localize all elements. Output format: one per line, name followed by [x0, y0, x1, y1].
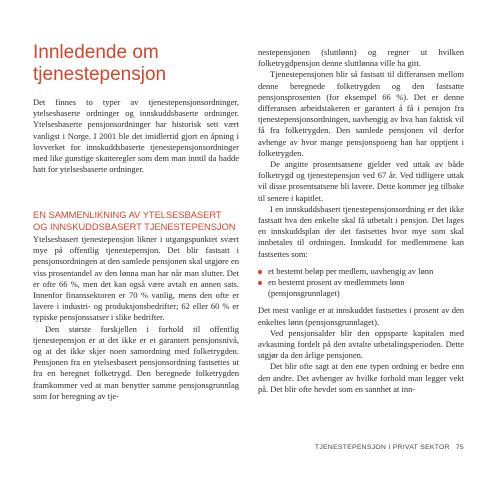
page-footer	[258, 442, 464, 453]
right-paragraph-2: Tjenestepensjonen blir så fastsatt til differansen mellom denne beregnede folketrygden og den fastsatte pensjonsprosenten (for eksempel 66 %). Det er denne differansen arbeidstakeren er garantert å få i pensjon fra tjenestepensjonsordningen, uavhengig av hva han faktisk vil få fra folketrygden. Den samlede pensjonen vil derfor avhenge av hvor mange pensjonspoeng han har opptjent i folketrygden.	[258, 69, 464, 158]
bullet-item	[258, 277, 464, 299]
page-title-line-2: tjenestepensjon	[33, 64, 167, 85]
right-paragraph-6: Ved pensjonsalder blir den oppsparte kapitalen med avkastning fordelt på den avtalte utbetalingsperioden. Dette utgjør da den årlige pensjonen.	[258, 327, 464, 361]
right-column	[258, 47, 464, 395]
section-heading	[33, 210, 243, 233]
right-paragraph-5: Det mest vanlige er at innskuddet fastsettes i prosent av den enkeltes lønn (pensjonsgrunnlaget).	[258, 305, 464, 327]
page-title-line-1: Innledende om	[33, 42, 159, 63]
intro-paragraph: Det finnes to typer av tjenestepensjonsordninger, ytelsesbaserte ordninger og innskuddsbaserte ordninger. Ytelsesbaserte pensjonsordninger har historisk sett vært vanligst i Norge. I 2001 ble det imidlertid gjort en åpning i lovverket for innskuddsbaserte tjenestepensjonsordninger med like gunstige skatteregler som dem man inntil da hadde hatt for ytelsesbaserte ordninger.	[33, 97, 239, 175]
comparison-paragraph-1: Ytelsesbasert tjenestepensjon likner i utgangspunktet svært mye på offentlig tjenestepensjon. Det blir fastsatt i pensjonsordningen at den samlede pensjonen skal utgjøre en viss prosentandel av den lønna man har når man slutter. Det er ofte 66 %, men det kan også være avtalt en annen sats. Innenfor finanssektoren er 70 % vanlig, mens den ofte er lavere i industri- og produksjonsbedrifter; 62 eller 60 % er typiske pensjonssatser i slike bedrifter.	[33, 234, 239, 323]
intro-section	[33, 97, 239, 175]
page-title	[33, 42, 243, 86]
bullet-dot-icon	[258, 281, 262, 285]
bullet-text: en bestemt prosent av medlemmets lønn (pensjonsgrunnlaget)	[268, 277, 405, 299]
section-heading-line-1: EN SAMMENLIKNING AV YTELSESBASERT	[33, 210, 222, 220]
section-heading-line-2: OG INNSKUDDSBASERT TJENESTEPENSJON	[33, 221, 236, 232]
comparison-paragraph-2: Den største forskjellen i forhold til offentlig tjenestepensjon er at det ikke er et garantert pensjonsnivå, og at det ikke skjer noen samordning med folketrygden. Pensjonen fra en ytelsesbasert pensjonsordning fastsettes ut fra en beregnet folketrygd. Den beregnede folketrygden framkommer ved at man benytter samme pensjonsgrunnlag som for beregning av tje-	[33, 323, 239, 401]
comparison-section-body	[33, 234, 239, 402]
right-paragraph-4: I en innskuddsbasert tjenestepensjonsordning er det ikke fastsatt hva den enkelte skal få utbetalt i pensjon. Det lages en innskuddsplan der det fastsettes hvor mye som skal innbetales til ordningen. Innskudd for medlemmene kan fastsettes som:	[258, 203, 464, 259]
running-title: TJENESTEPENSJON I PRIVAT SEKTOR	[314, 444, 450, 451]
bullet-dot-icon	[258, 270, 262, 274]
right-paragraph-3: De angitte prosentsatsene gjelder ved uttak av både folketrygd og tjenestepensjon ved 67 år. Ved tidligere uttak vil disse prosentsatsene bli lavere. Dette kommer jeg tilbake til senere i kapitlet.	[258, 159, 464, 203]
page-number: 75	[455, 444, 464, 451]
right-paragraph-7: Det blir ofte sagt at den ene typen ordning er bedre enn den andre. Det avhenger av hvilke forhold man legger vekt på. Det blir ofte hevdet som en sannhet at inn-	[258, 361, 464, 394]
bullet-item	[258, 266, 464, 277]
bullet-text: et bestemt beløp per medlem, uavhengig av lønn	[268, 265, 434, 276]
right-paragraph-1: nestepensjonen (sluttlønn) og regner ut hvilken folketrygdpensjon denne sluttlønna ville ha gitt.	[258, 47, 464, 69]
contribution-bullet-list	[258, 266, 464, 300]
